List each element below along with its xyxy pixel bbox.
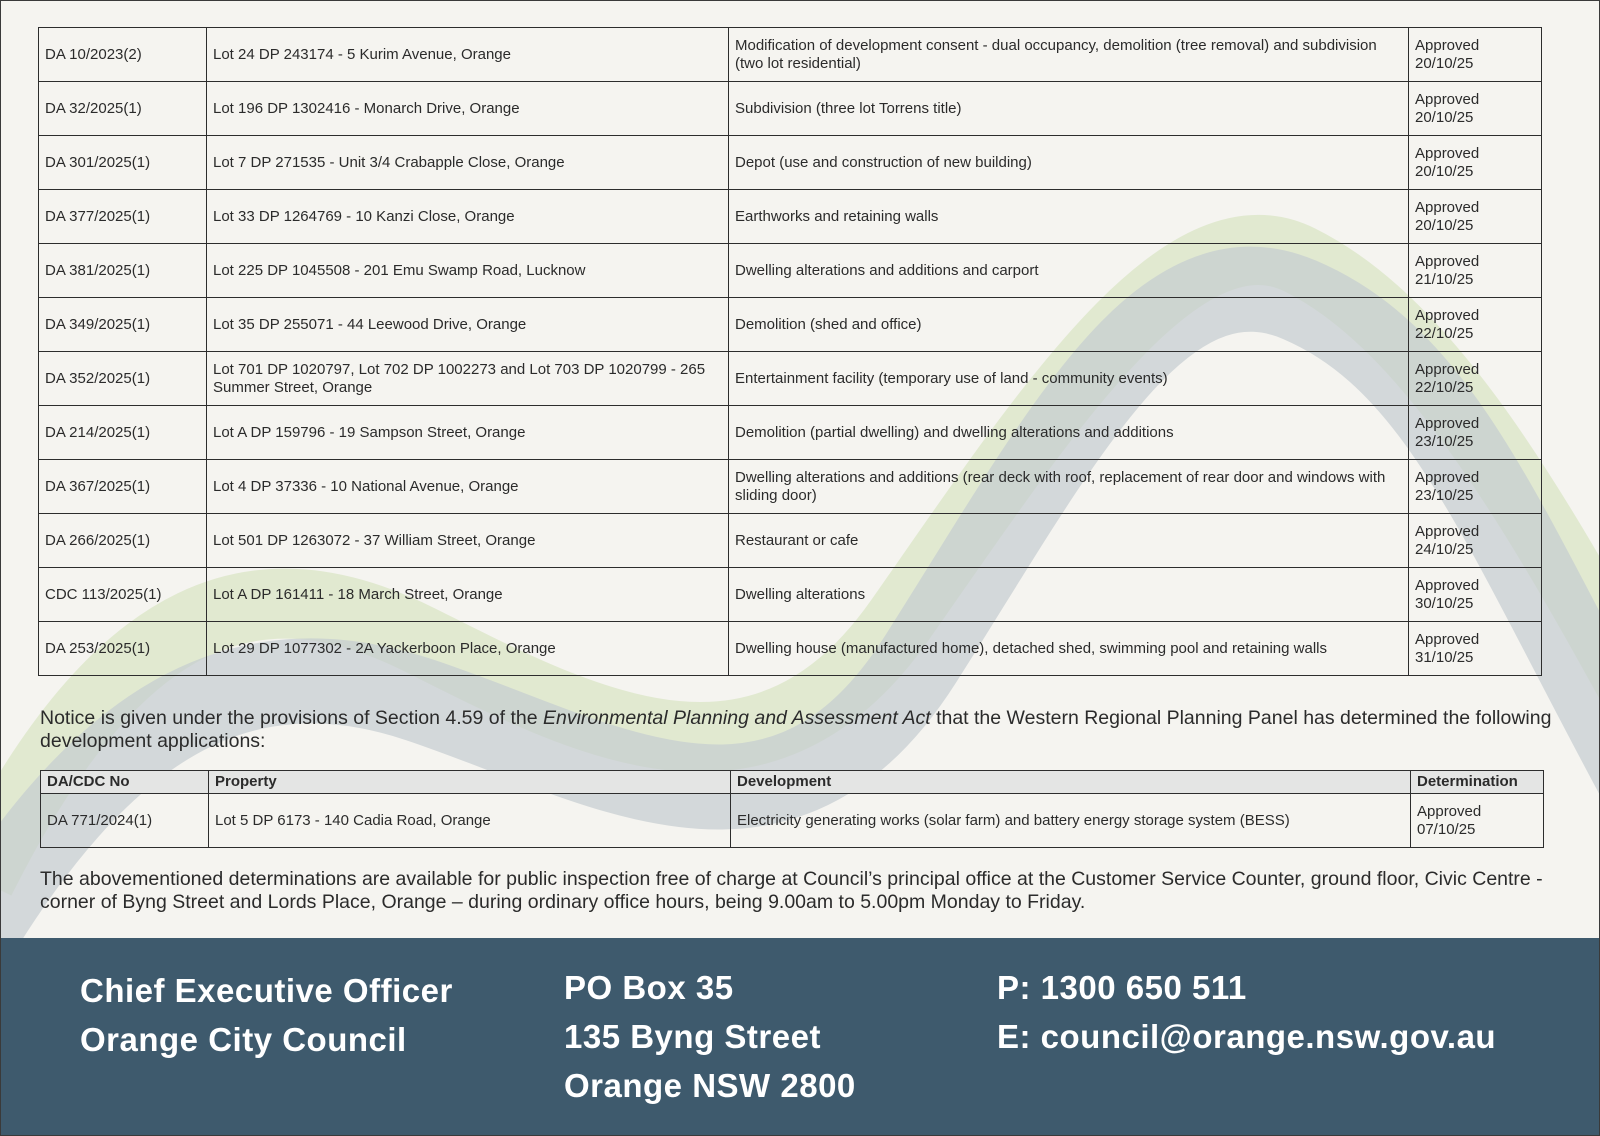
property-cell: Lot 196 DP 1302416 - Monarch Drive, Orange <box>207 82 729 136</box>
determination-cell <box>1409 352 1542 406</box>
property-cell: Lot 33 DP 1264769 - 10 Kanzi Close, Orange <box>207 190 729 244</box>
determination-cell <box>1409 82 1542 136</box>
header-development: Development <box>731 771 1411 794</box>
table-row <box>39 244 1542 298</box>
da-number-cell: DA 349/2025(1) <box>39 298 207 352</box>
da-number-cell: CDC 113/2025(1) <box>39 568 207 622</box>
determination-status: Approved <box>1415 306 1480 324</box>
footer-address <box>564 963 856 1110</box>
notice-text-start: Notice is given under the provisions of Section 4.59 of the <box>40 707 543 729</box>
determination-cell <box>1411 794 1544 848</box>
da-number-cell: DA 10/2023(2) <box>39 28 207 82</box>
determination-date: 30/10/25 <box>1415 594 1474 612</box>
development-cell: Modification of development consent - dual occupancy, demolition (tree removal) and subdivision (two lot residential) <box>729 28 1409 82</box>
determination-cell <box>1409 460 1542 514</box>
header-determination: Determination <box>1411 771 1544 794</box>
notice-text-end: that the Western Regional Planning Panel has determined the following development applications: <box>40 707 1552 752</box>
property-cell: Lot 7 DP 271535 - Unit 3/4 Crabapple Close, Orange <box>207 136 729 190</box>
development-cell: Dwelling alterations and additions and carport <box>729 244 1409 298</box>
determination-status: Approved <box>1415 252 1480 270</box>
header-da-no: DA/CDC No <box>41 771 209 794</box>
inspection-notice: The abovementioned determinations are available for public inspection free of charge at Council’s principal office at the Customer Service Counter, ground floor, Civic Centre - corner of Byng Street and Lords Place, Orange – during ordinary office hours, being 9.00am to 5.00pm Monday to Friday. <box>40 868 1543 913</box>
property-cell: Lot A DP 159796 - 19 Sampson Street, Orange <box>207 406 729 460</box>
header-property: Property <box>209 771 731 794</box>
development-cell: Depot (use and construction of new building) <box>729 136 1409 190</box>
development-cell: Dwelling alterations and additions (rear deck with roof, replacement of rear door and windows with sliding door) <box>729 460 1409 514</box>
determination-date: 23/10/25 <box>1415 432 1474 450</box>
determination-status: Approved <box>1415 414 1480 432</box>
da-number-cell: DA 214/2025(1) <box>39 406 207 460</box>
determination-status: Approved <box>1417 802 1482 820</box>
footer-contact <box>997 963 1496 1061</box>
determination-status: Approved <box>1415 360 1480 378</box>
development-cell: Electricity generating works (solar farm) and battery energy storage system (BESS) <box>731 794 1411 848</box>
determination-status: Approved <box>1415 90 1480 108</box>
table-row <box>39 136 1542 190</box>
determination-date: 20/10/25 <box>1415 216 1474 234</box>
development-cell: Dwelling alterations <box>729 568 1409 622</box>
determination-date: 22/10/25 <box>1415 324 1474 342</box>
da-number-cell: DA 377/2025(1) <box>39 190 207 244</box>
determination-status: Approved <box>1415 36 1480 54</box>
determination-date: 23/10/25 <box>1415 486 1474 504</box>
determination-date: 21/10/25 <box>1415 270 1474 288</box>
development-cell: Demolition (partial dwelling) and dwelling alterations and additions <box>729 406 1409 460</box>
determination-date: 24/10/25 <box>1415 540 1474 558</box>
determination-status: Approved <box>1415 144 1480 162</box>
da-number-cell: DA 367/2025(1) <box>39 460 207 514</box>
da-number-cell: DA 381/2025(1) <box>39 244 207 298</box>
table-row <box>39 460 1542 514</box>
address-line: 135 Byng Street <box>564 1018 821 1055</box>
development-cell: Earthworks and retaining walls <box>729 190 1409 244</box>
development-cell: Subdivision (three lot Torrens title) <box>729 82 1409 136</box>
table-row <box>39 568 1542 622</box>
determination-cell <box>1409 622 1542 676</box>
email-address: E: council@orange.nsw.gov.au <box>997 1018 1497 1055</box>
determination-date: 20/10/25 <box>1415 162 1474 180</box>
determination-cell <box>1409 190 1542 244</box>
da-number-cell: DA 253/2025(1) <box>39 622 207 676</box>
determination-status: Approved <box>1415 630 1480 648</box>
determination-status: Approved <box>1415 468 1480 486</box>
determination-cell <box>1409 514 1542 568</box>
determination-cell <box>1409 28 1542 82</box>
property-cell: Lot 5 DP 6173 - 140 Cadia Road, Orange <box>209 794 731 848</box>
property-cell: Lot 35 DP 255071 - 44 Leewood Drive, Orange <box>207 298 729 352</box>
table-row <box>39 298 1542 352</box>
property-cell: Lot 24 DP 243174 - 5 Kurim Avenue, Orange <box>207 28 729 82</box>
act-name: Environmental Planning and Assessment Act <box>542 707 931 729</box>
panel-determinations-table <box>40 770 1544 848</box>
table-row <box>39 28 1542 82</box>
determination-date: 31/10/25 <box>1415 648 1474 666</box>
determination-date: 20/10/25 <box>1415 54 1474 72</box>
property-cell: Lot 701 DP 1020797, Lot 702 DP 1002273 and Lot 703 DP 1020799 - 265 Summer Street, Orange <box>207 352 729 406</box>
development-cell: Dwelling house (manufactured home), detached shed, swimming pool and retaining walls <box>729 622 1409 676</box>
determination-cell <box>1409 568 1542 622</box>
footer-title <box>80 966 453 1064</box>
table-row <box>39 352 1542 406</box>
determination-status: Approved <box>1415 576 1480 594</box>
determination-cell <box>1409 244 1542 298</box>
determination-cell <box>1409 136 1542 190</box>
footer-title-line: Orange City Council <box>80 1021 407 1058</box>
da-number-cell: DA 301/2025(1) <box>39 136 207 190</box>
da-number-cell: DA 352/2025(1) <box>39 352 207 406</box>
address-line: Orange NSW 2800 <box>564 1067 856 1104</box>
property-cell: Lot 4 DP 37336 - 10 National Avenue, Orange <box>207 460 729 514</box>
table-row <box>39 190 1542 244</box>
table-header-row <box>41 771 1544 794</box>
panel-notice <box>40 707 1560 753</box>
phone-number: P: 1300 650 511 <box>997 969 1247 1006</box>
footer-title-line: Chief Executive Officer <box>80 972 453 1009</box>
da-number-cell: DA 266/2025(1) <box>39 514 207 568</box>
da-number-cell: DA 771/2024(1) <box>41 794 209 848</box>
da-number-cell: DA 32/2025(1) <box>39 82 207 136</box>
determination-cell <box>1409 406 1542 460</box>
table-row <box>39 82 1542 136</box>
development-cell: Demolition (shed and office) <box>729 298 1409 352</box>
table-row <box>39 514 1542 568</box>
development-cell: Entertainment facility (temporary use of land - community events) <box>729 352 1409 406</box>
determination-date: 20/10/25 <box>1415 108 1474 126</box>
property-cell: Lot 225 DP 1045508 - 201 Emu Swamp Road, Lucknow <box>207 244 729 298</box>
determination-date: 22/10/25 <box>1415 378 1474 396</box>
address-line: PO Box 35 <box>564 969 734 1006</box>
property-cell: Lot A DP 161411 - 18 March Street, Orange <box>207 568 729 622</box>
determination-status: Approved <box>1415 198 1480 216</box>
applications-table <box>38 27 1542 676</box>
property-cell: Lot 501 DP 1263072 - 37 William Street, Orange <box>207 514 729 568</box>
development-cell: Restaurant or cafe <box>729 514 1409 568</box>
determination-status: Approved <box>1415 522 1480 540</box>
property-cell: Lot 29 DP 1077302 - 2A Yackerboon Place, Orange <box>207 622 729 676</box>
determination-cell <box>1409 298 1542 352</box>
determination-date: 07/10/25 <box>1417 820 1476 838</box>
table-row <box>39 406 1542 460</box>
contact-footer <box>0 938 1600 1136</box>
table-row <box>41 794 1544 848</box>
table-row <box>39 622 1542 676</box>
